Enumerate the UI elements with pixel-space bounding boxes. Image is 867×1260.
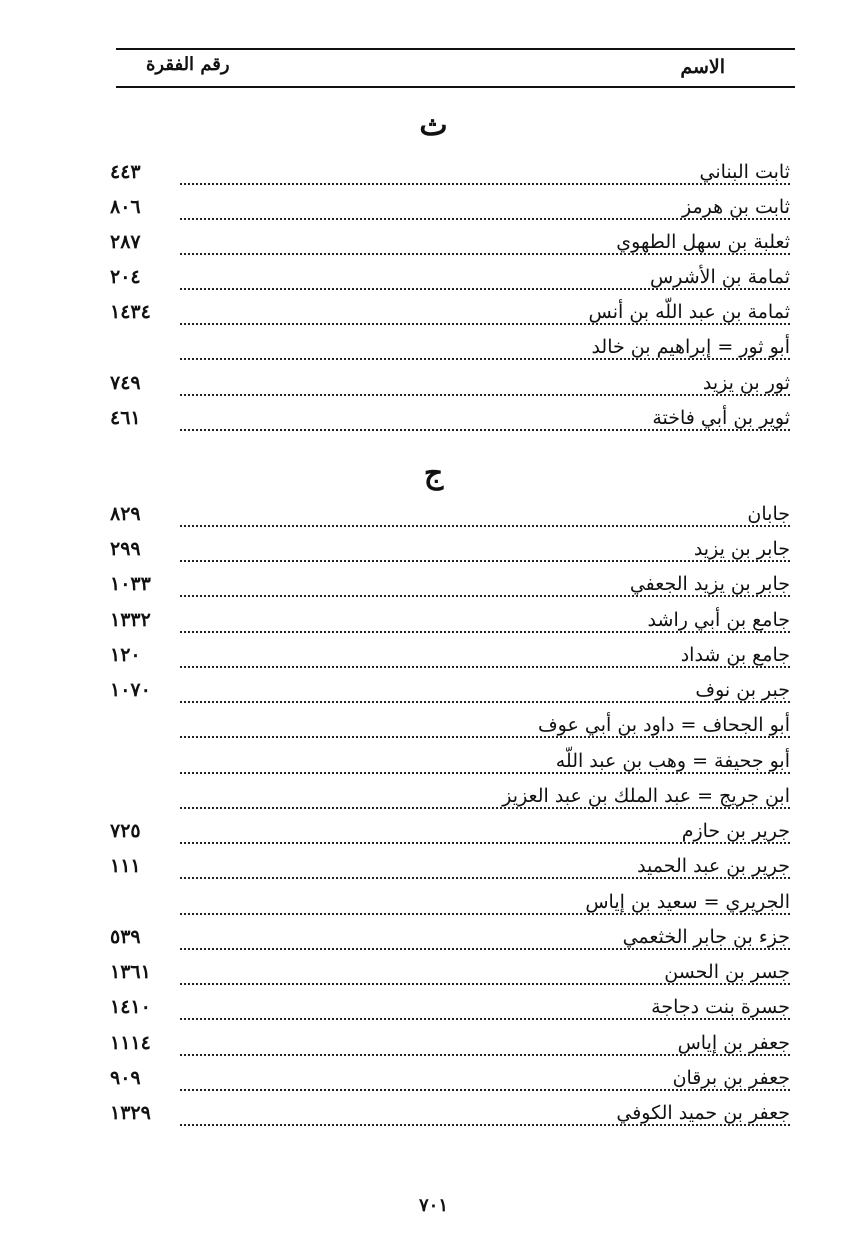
entry-number bbox=[110, 785, 172, 807]
entry-number bbox=[110, 891, 172, 913]
leader-dots bbox=[180, 552, 790, 562]
entry-name: جرير بن حازم bbox=[672, 820, 790, 842]
entry-number: ٨٠٦ bbox=[110, 196, 141, 218]
entry-name: ثور بن يزيد bbox=[693, 372, 790, 394]
entry-name: جابر بن يزيد الجعفي bbox=[620, 573, 790, 595]
entry-number bbox=[110, 750, 172, 772]
entry-name: جسرة بنت دجاجة bbox=[641, 996, 790, 1018]
entry-number: ١٣٦١ bbox=[110, 961, 151, 983]
section-letter-jim: ج bbox=[423, 456, 444, 491]
index-entry bbox=[110, 644, 790, 678]
entry-number: ١٠٧٠ bbox=[110, 679, 151, 701]
entry-number: ٧٤٩ bbox=[110, 372, 141, 394]
table-header bbox=[116, 48, 795, 88]
index-entry bbox=[110, 820, 790, 854]
leader-dots bbox=[180, 905, 790, 915]
leader-dots bbox=[180, 869, 790, 879]
index-entry bbox=[110, 961, 790, 995]
index-entry bbox=[110, 301, 790, 335]
index-entry bbox=[110, 196, 790, 230]
entry-number bbox=[110, 336, 172, 358]
entry-number: ٩٠٩ bbox=[110, 1067, 141, 1089]
index-entry bbox=[110, 679, 790, 713]
leader-dots bbox=[180, 210, 790, 220]
entry-name: جبر بن نوف bbox=[685, 679, 790, 701]
page-number: ٧٠١ bbox=[418, 1195, 448, 1216]
index-entry bbox=[110, 926, 790, 960]
index-entry bbox=[110, 1032, 790, 1066]
index-entry bbox=[110, 1067, 790, 1101]
leader-dots bbox=[180, 175, 790, 185]
entry-name: ثمامة بن عبد اللّه بن أنس bbox=[578, 301, 790, 323]
index-entry bbox=[110, 609, 790, 643]
entry-name: ابن جريج = عبد الملك بن عبد العزيز bbox=[492, 785, 790, 807]
entry-name: جسر بن الحسن bbox=[654, 961, 790, 983]
entry-name: ثعلبة بن سهل الطهوي bbox=[606, 231, 790, 253]
number-column-header: رقم الفقرة bbox=[146, 54, 230, 75]
entry-number: ١٣٢٩ bbox=[110, 1102, 151, 1124]
entry-number: ٥٣٩ bbox=[110, 926, 141, 948]
entry-name: جابر بن يزيد bbox=[684, 538, 790, 560]
entry-name: جعفر بن برقان bbox=[663, 1067, 790, 1089]
entry-number: ١١١٤ bbox=[110, 1032, 151, 1054]
index-entry bbox=[110, 855, 790, 889]
entry-name: أبو ثور = إبراهيم بن خالد bbox=[581, 336, 790, 358]
index-entry bbox=[110, 750, 790, 784]
name-column-header: الاسم bbox=[680, 56, 725, 78]
entry-number: ٤٦١ bbox=[110, 407, 141, 429]
leader-dots bbox=[180, 1116, 790, 1126]
leader-dots bbox=[180, 975, 790, 985]
leader-dots bbox=[180, 799, 790, 809]
entry-number: ١٤١٠ bbox=[110, 996, 151, 1018]
entry-name: جابان bbox=[737, 503, 790, 525]
section-letter-tha: ث bbox=[419, 108, 448, 143]
entry-number: ٢٨٧ bbox=[110, 231, 141, 253]
entry-name: جامع بن أبي راشد bbox=[638, 609, 790, 631]
entry-number: ٢٠٤ bbox=[110, 266, 141, 288]
entry-name: جامع بن شداد bbox=[671, 644, 790, 666]
leader-dots bbox=[180, 1081, 790, 1091]
index-entry bbox=[110, 891, 790, 925]
leader-dots bbox=[180, 517, 790, 527]
leader-dots bbox=[180, 834, 790, 844]
index-entry bbox=[110, 266, 790, 300]
entry-name: الجريري = سعيد بن إياس bbox=[575, 891, 790, 913]
entry-number bbox=[110, 714, 172, 736]
leader-dots bbox=[180, 728, 790, 738]
entry-number: ٢٩٩ bbox=[110, 538, 141, 560]
leader-dots bbox=[180, 587, 790, 597]
leader-dots bbox=[180, 280, 790, 290]
leader-dots bbox=[180, 764, 790, 774]
leader-dots bbox=[180, 1046, 790, 1056]
entry-number: ١٢٠ bbox=[110, 644, 141, 666]
entry-name: ثمامة بن الأشرس bbox=[640, 266, 790, 288]
index-entry bbox=[110, 372, 790, 406]
index-entry bbox=[110, 503, 790, 537]
index-entry bbox=[110, 785, 790, 819]
leader-dots bbox=[180, 623, 790, 633]
entry-name: ثابت بن هرمز bbox=[672, 196, 790, 218]
entry-name: أبو جحيفة = وهب بن عبد اللّه bbox=[546, 750, 790, 772]
entry-name: جعفر بن إياس bbox=[668, 1032, 790, 1054]
entry-name: ثابت البناني bbox=[689, 161, 790, 183]
leader-dots bbox=[180, 245, 790, 255]
entry-number: ١١١ bbox=[110, 855, 141, 877]
entry-number: ١٤٣٤ bbox=[110, 301, 151, 323]
leader-dots bbox=[180, 658, 790, 668]
leader-dots bbox=[180, 421, 790, 431]
leader-dots bbox=[180, 315, 790, 325]
index-entry bbox=[110, 573, 790, 607]
index-entry bbox=[110, 231, 790, 265]
index-entry bbox=[110, 996, 790, 1030]
leader-dots bbox=[180, 940, 790, 950]
entry-name: جرير بن عبد الحميد bbox=[627, 855, 790, 877]
leader-dots bbox=[180, 350, 790, 360]
entry-number: ٨٢٩ bbox=[110, 503, 141, 525]
entry-number: ١٣٣٢ bbox=[110, 609, 151, 631]
index-entry bbox=[110, 538, 790, 572]
entry-name: جعفر بن حميد الكوفي bbox=[606, 1102, 790, 1124]
index-entry bbox=[110, 161, 790, 195]
entry-number: ٧٢٥ bbox=[110, 820, 141, 842]
entry-number: ١٠٣٣ bbox=[110, 573, 151, 595]
entry-number: ٤٤٣ bbox=[110, 161, 141, 183]
entry-name: جزء بن جابر الخثعمي bbox=[613, 926, 790, 948]
index-entry bbox=[110, 336, 790, 370]
entry-name: ثوير بن أبي فاختة bbox=[642, 407, 790, 429]
index-entry bbox=[110, 407, 790, 441]
entry-name: أبو الجحاف = داود بن أبي عوف bbox=[528, 714, 790, 736]
leader-dots bbox=[180, 693, 790, 703]
index-entry bbox=[110, 714, 790, 748]
leader-dots bbox=[180, 386, 790, 396]
index-entry bbox=[110, 1102, 790, 1136]
leader-dots bbox=[180, 1010, 790, 1020]
